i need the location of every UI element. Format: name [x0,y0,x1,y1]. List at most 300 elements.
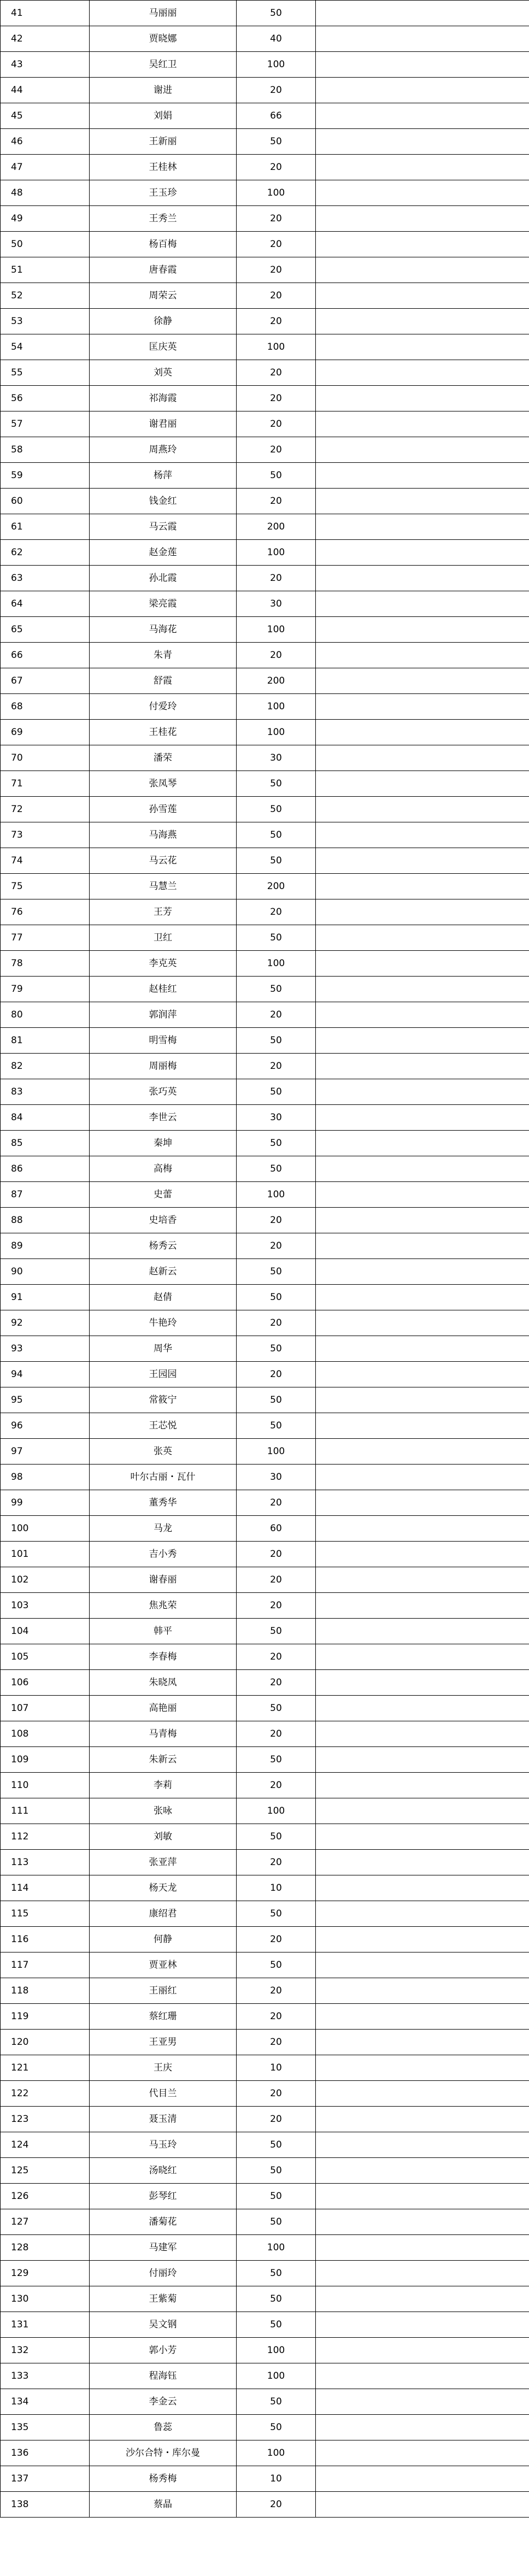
amount-cell: 100 [237,1182,316,1208]
name-cell: 马丽丽 [90,1,237,26]
row-number-cell: 108 [1,1721,90,1747]
note-cell [316,386,529,411]
amount-cell: 50 [237,2184,316,2209]
table-row [1,2492,529,2518]
name-cell: 张亚萍 [90,1850,237,1875]
amount-cell: 200 [237,874,316,899]
amount-cell: 100 [237,2235,316,2261]
row-number-cell: 75 [1,874,90,899]
row-number-cell: 118 [1,1978,90,2004]
row-number-cell: 66 [1,643,90,668]
note-cell [316,2363,529,2389]
row-number-cell: 67 [1,668,90,694]
note-cell [316,283,529,309]
note-cell [316,1747,529,1773]
name-cell: 周燕玲 [90,437,237,463]
note-cell [316,1696,529,1721]
note-cell [316,1259,529,1285]
table-row [1,1516,529,1542]
note-cell [316,1465,529,1490]
table-row [1,257,529,283]
amount-cell: 20 [237,1233,316,1259]
row-number-cell: 84 [1,1105,90,1131]
note-cell [316,2235,529,2261]
name-cell: 周丽梅 [90,1054,237,1079]
row-number-cell: 88 [1,1208,90,1233]
row-number-cell: 103 [1,1593,90,1619]
note-cell [316,874,529,899]
row-number-cell: 98 [1,1465,90,1490]
name-cell: 王桂花 [90,720,237,745]
amount-cell: 20 [237,437,316,463]
note-cell [316,489,529,514]
name-cell: 赵金莲 [90,540,237,566]
amount-cell: 100 [237,1439,316,1465]
row-number-cell: 49 [1,206,90,232]
note-cell [316,2184,529,2209]
table-row [1,2338,529,2363]
note-cell [316,2466,529,2492]
row-number-cell: 45 [1,103,90,129]
table-row [1,1747,529,1773]
amount-cell: 20 [237,386,316,411]
row-number-cell: 100 [1,1516,90,1542]
note-cell [316,566,529,591]
table-row [1,822,529,848]
note-cell [316,1310,529,1336]
amount-cell: 20 [237,1208,316,1233]
amount-cell: 50 [237,1824,316,1850]
row-number-cell: 119 [1,2004,90,2030]
amount-cell: 20 [237,257,316,283]
name-cell: 梁亮霞 [90,591,237,617]
table-row [1,951,529,977]
note-cell [316,257,529,283]
name-cell: 马建军 [90,2235,237,2261]
table-row [1,1028,529,1054]
name-cell: 王芯悦 [90,1413,237,1439]
row-number-cell: 135 [1,2415,90,2440]
note-cell [316,155,529,180]
note-cell [316,1593,529,1619]
name-cell: 谢君丽 [90,411,237,437]
note-cell [316,1054,529,1079]
name-cell: 何静 [90,1927,237,1952]
row-number-cell: 109 [1,1747,90,1773]
name-cell: 马龙 [90,1516,237,1542]
note-cell [316,1850,529,1875]
row-number-cell: 114 [1,1875,90,1901]
name-cell: 王园园 [90,1362,237,1387]
name-cell: 郭润萍 [90,1002,237,1028]
table-row [1,2209,529,2235]
name-cell: 彭琴红 [90,2184,237,2209]
table-row [1,745,529,771]
note-cell [316,1105,529,1131]
note-cell [316,1516,529,1542]
name-cell: 牛艳玲 [90,1310,237,1336]
table-row [1,1824,529,1850]
row-number-cell: 53 [1,309,90,334]
amount-cell: 50 [237,1079,316,1105]
name-cell: 王玉珍 [90,180,237,206]
row-number-cell: 113 [1,1850,90,1875]
amount-cell: 20 [237,1670,316,1696]
amount-cell: 20 [237,643,316,668]
amount-cell: 20 [237,1310,316,1336]
amount-cell: 20 [237,1644,316,1670]
table-row [1,2158,529,2184]
name-cell: 付爱玲 [90,694,237,720]
row-number-cell: 63 [1,566,90,591]
table-row [1,2440,529,2466]
row-number-cell: 130 [1,2286,90,2312]
table-row [1,206,529,232]
table-row [1,2286,529,2312]
amount-cell: 100 [237,694,316,720]
amount-cell: 20 [237,309,316,334]
table-row [1,848,529,874]
note-cell [316,2312,529,2338]
table-row [1,1619,529,1644]
table-row [1,2312,529,2338]
note-cell [316,977,529,1002]
row-number-cell: 137 [1,2466,90,2492]
row-number-cell: 55 [1,360,90,386]
table-row [1,874,529,899]
note-cell [316,951,529,977]
note-cell [316,2107,529,2132]
row-number-cell: 54 [1,334,90,360]
table-row [1,925,529,951]
amount-cell: 20 [237,899,316,925]
amount-cell: 30 [237,745,316,771]
name-cell: 秦坤 [90,1131,237,1156]
amount-cell: 100 [237,951,316,977]
table-row [1,1259,529,1285]
name-cell: 贾晓娜 [90,26,237,52]
table-row [1,771,529,797]
row-number-cell: 78 [1,951,90,977]
table-row [1,1156,529,1182]
note-cell [316,2030,529,2055]
note-cell [316,334,529,360]
note-cell [316,2415,529,2440]
row-number-cell: 133 [1,2363,90,2389]
note-cell [316,232,529,257]
name-cell: 周华 [90,1336,237,1362]
row-number-cell: 56 [1,386,90,411]
row-number-cell: 68 [1,694,90,720]
note-cell [316,2440,529,2466]
note-cell [316,1387,529,1413]
table-row [1,26,529,52]
note-cell [316,129,529,155]
row-number-cell: 85 [1,1131,90,1156]
name-cell: 潘菊花 [90,2209,237,2235]
note-cell [316,1567,529,1593]
table-row [1,1644,529,1670]
name-cell: 高艳丽 [90,1696,237,1721]
row-number-cell: 76 [1,899,90,925]
table-row [1,1131,529,1156]
note-cell [316,26,529,52]
row-number-cell: 128 [1,2235,90,2261]
table-row [1,668,529,694]
amount-cell: 20 [237,411,316,437]
amount-cell: 50 [237,1336,316,1362]
name-cell: 李克英 [90,951,237,977]
name-cell: 吴文钢 [90,2312,237,2338]
table-row [1,540,529,566]
row-number-cell: 123 [1,2107,90,2132]
table-row [1,1002,529,1028]
name-cell: 周荣云 [90,283,237,309]
note-cell [316,1002,529,1028]
table-row [1,720,529,745]
table-row [1,437,529,463]
note-cell [316,1644,529,1670]
table-row [1,1,529,26]
table-row [1,566,529,591]
amount-cell: 10 [237,2055,316,2081]
amount-cell: 50 [237,2312,316,2338]
row-number-cell: 47 [1,155,90,180]
note-cell [316,437,529,463]
amount-cell: 100 [237,2440,316,2466]
row-number-cell: 93 [1,1336,90,1362]
amount-cell: 200 [237,668,316,694]
note-cell [316,591,529,617]
amount-cell: 20 [237,283,316,309]
name-cell: 高梅 [90,1156,237,1182]
name-cell: 程海钰 [90,2363,237,2389]
table-row [1,1310,529,1336]
table-row [1,78,529,103]
row-number-cell: 83 [1,1079,90,1105]
note-cell [316,463,529,489]
amount-cell: 50 [237,463,316,489]
name-cell: 匡庆英 [90,334,237,360]
row-number-cell: 58 [1,437,90,463]
amount-cell: 100 [237,540,316,566]
table-row [1,1978,529,2004]
note-cell [316,2286,529,2312]
table-row [1,2389,529,2415]
amount-cell: 100 [237,334,316,360]
note-cell [316,643,529,668]
amount-cell: 20 [237,1567,316,1593]
amount-cell: 20 [237,2081,316,2107]
note-cell [316,2004,529,2030]
name-cell: 吉小秀 [90,1542,237,1567]
table-row [1,1182,529,1208]
note-cell [316,1619,529,1644]
name-cell: 张凤琴 [90,771,237,797]
amount-cell: 20 [237,2107,316,2132]
row-number-cell: 99 [1,1490,90,1516]
name-cell: 史培香 [90,1208,237,1233]
table-row [1,411,529,437]
name-cell: 董秀华 [90,1490,237,1516]
note-cell [316,360,529,386]
amount-cell: 100 [237,180,316,206]
table-row [1,1413,529,1439]
note-cell [316,1901,529,1927]
name-cell: 刘敏 [90,1824,237,1850]
row-number-cell: 101 [1,1542,90,1567]
row-number-cell: 52 [1,283,90,309]
name-cell: 钱金红 [90,489,237,514]
note-cell [316,745,529,771]
name-cell: 焦兆荣 [90,1593,237,1619]
row-number-cell: 41 [1,1,90,26]
table-row [1,1208,529,1233]
note-cell [316,1798,529,1824]
amount-cell: 50 [237,1387,316,1413]
name-cell: 张英 [90,1439,237,1465]
row-number-cell: 102 [1,1567,90,1593]
amount-cell: 50 [237,2286,316,2312]
table-row [1,334,529,360]
table-row [1,1901,529,1927]
table-row [1,591,529,617]
row-number-cell: 44 [1,78,90,103]
note-cell [316,925,529,951]
row-number-cell: 73 [1,822,90,848]
amount-cell: 50 [237,2415,316,2440]
row-number-cell: 129 [1,2261,90,2286]
row-number-cell: 115 [1,1901,90,1927]
amount-cell: 50 [237,848,316,874]
row-number-cell: 51 [1,257,90,283]
row-number-cell: 107 [1,1696,90,1721]
row-number-cell: 42 [1,26,90,52]
amount-cell: 20 [237,1542,316,1567]
note-cell [316,771,529,797]
name-cell: 刘娟 [90,103,237,129]
name-cell: 蔡红珊 [90,2004,237,2030]
amount-cell: 20 [237,1054,316,1079]
amount-cell: 50 [237,1952,316,1978]
note-cell [316,1182,529,1208]
name-cell: 马海燕 [90,822,237,848]
amount-cell: 50 [237,129,316,155]
note-cell [316,720,529,745]
name-cell: 刘英 [90,360,237,386]
note-cell [316,1131,529,1156]
note-cell [316,2081,529,2107]
row-number-cell: 43 [1,52,90,78]
name-cell: 王芳 [90,899,237,925]
table-row [1,489,529,514]
note-cell [316,1028,529,1054]
name-cell: 卫红 [90,925,237,951]
amount-cell: 60 [237,1516,316,1542]
row-number-cell: 134 [1,2389,90,2415]
name-cell: 马海花 [90,617,237,643]
amount-cell: 20 [237,2004,316,2030]
name-cell: 李莉 [90,1773,237,1798]
note-cell [316,1208,529,1233]
note-cell [316,822,529,848]
row-number-cell: 94 [1,1362,90,1387]
name-cell: 孙北霞 [90,566,237,591]
amount-cell: 50 [237,1619,316,1644]
note-cell [316,668,529,694]
amount-cell: 50 [237,1131,316,1156]
amount-cell: 10 [237,2466,316,2492]
row-number-cell: 77 [1,925,90,951]
row-number-cell: 97 [1,1439,90,1465]
note-cell [316,2055,529,2081]
name-cell: 马云花 [90,848,237,874]
note-cell [316,1413,529,1439]
amount-cell: 20 [237,1978,316,2004]
row-number-cell: 112 [1,1824,90,1850]
note-cell [316,1439,529,1465]
row-number-cell: 71 [1,771,90,797]
table-row [1,386,529,411]
amount-cell: 50 [237,977,316,1002]
amount-cell: 50 [237,2261,316,2286]
amount-cell: 50 [237,822,316,848]
amount-cell: 50 [237,1747,316,1773]
amount-cell: 100 [237,720,316,745]
name-cell: 舒霞 [90,668,237,694]
table-row [1,2107,529,2132]
amount-cell: 20 [237,155,316,180]
table-row [1,1439,529,1465]
row-number-cell: 70 [1,745,90,771]
row-number-cell: 105 [1,1644,90,1670]
amount-cell: 20 [237,2492,316,2518]
table-row [1,1927,529,1952]
table-row [1,1567,529,1593]
note-cell [316,52,529,78]
name-cell: 聂玉清 [90,2107,237,2132]
name-cell: 马青梅 [90,1721,237,1747]
amount-cell: 20 [237,1850,316,1875]
name-cell: 朱新云 [90,1747,237,1773]
table-row [1,1285,529,1310]
table-row [1,1952,529,1978]
name-cell: 李金云 [90,2389,237,2415]
amount-cell: 50 [237,2389,316,2415]
table-row [1,1465,529,1490]
amount-cell: 30 [237,591,316,617]
amount-cell: 200 [237,514,316,540]
amount-cell: 20 [237,1721,316,1747]
note-cell [316,848,529,874]
name-cell: 代目兰 [90,2081,237,2107]
row-number-cell: 74 [1,848,90,874]
row-number-cell: 122 [1,2081,90,2107]
row-number-cell: 110 [1,1773,90,1798]
name-cell: 王庆 [90,2055,237,2081]
note-cell [316,1670,529,1696]
name-cell: 吴红卫 [90,52,237,78]
table-row [1,1387,529,1413]
row-number-cell: 60 [1,489,90,514]
note-cell [316,206,529,232]
row-number-cell: 90 [1,1259,90,1285]
row-number-cell: 126 [1,2184,90,2209]
amount-cell: 50 [237,1901,316,1927]
row-number-cell: 121 [1,2055,90,2081]
name-cell: 蔡晶 [90,2492,237,2518]
row-number-cell: 59 [1,463,90,489]
